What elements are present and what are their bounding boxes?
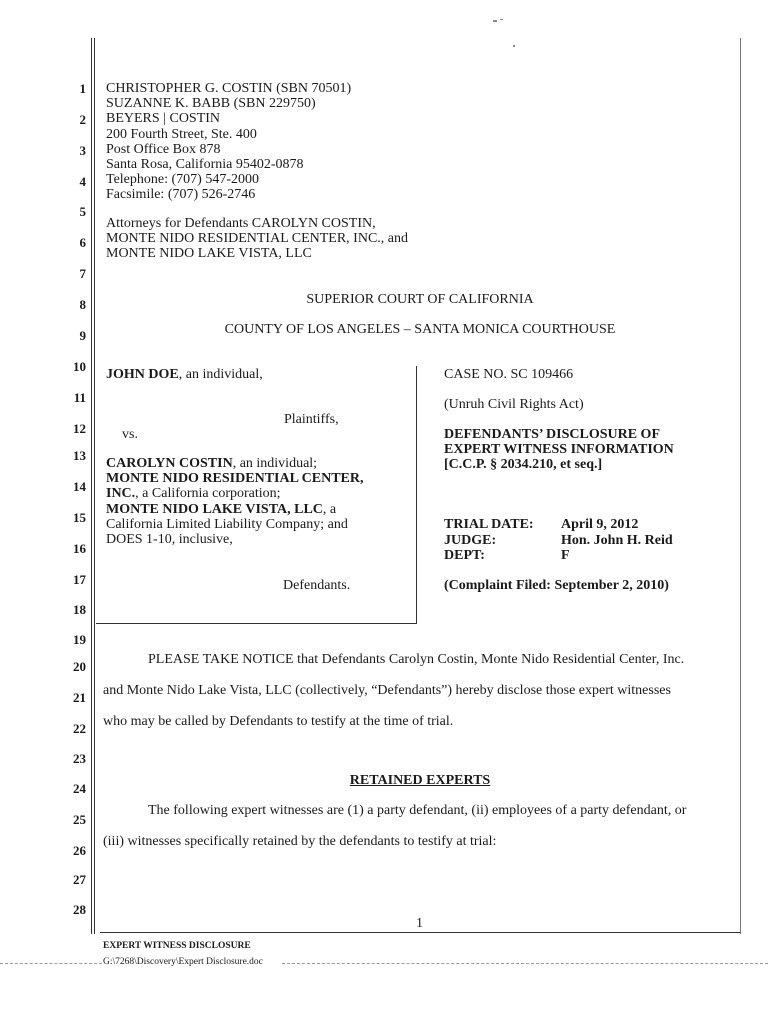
plaintiffs-label: Plaintiffs, (284, 412, 339, 427)
complaint-filed: (Complaint Filed: September 2, 2010) (444, 578, 669, 593)
line-number: 20 (73, 659, 86, 674)
court-name: SUPERIOR COURT OF CALIFORNIA (306, 292, 534, 307)
caption-bottom-rule (96, 623, 417, 624)
document-title-line: DEFENDANTS’ DISCLOSURE OF (444, 427, 660, 442)
section-heading (100, 773, 740, 789)
scan-dash-line (0, 963, 102, 964)
line-number: 7 (79, 266, 86, 281)
city-line: Santa Rosa, California 95402-0878 (106, 156, 304, 172)
street-address: 200 Fourth Street, Ste. 400 (106, 126, 257, 142)
defendants-block (106, 456, 364, 547)
defendant-desc: California Limited Liability Company; and (106, 516, 348, 532)
footer-file-path: G:\7268\Discovery\Expert Disclosure.doc (103, 957, 263, 967)
attorneys-for-line: MONTE NIDO LAKE VISTA, LLC (106, 246, 312, 262)
line-number: 26 (73, 843, 86, 858)
defendant-desc: , a California corporation; (135, 486, 281, 502)
plaintiff-name: JOHN DOE (106, 367, 179, 382)
line-number: 14 (73, 479, 86, 494)
line-number: 21 (73, 690, 86, 705)
line-number: 25 (73, 812, 86, 827)
left-margin-rule-inner (94, 38, 95, 934)
line-number: 24 (73, 781, 86, 796)
facsimile: Facsimile: (707) 526-2746 (106, 187, 256, 203)
line-number: 9 (79, 328, 86, 343)
trial-date-value: April 9, 2012 (561, 517, 639, 532)
judge-value: Hon. John H. Reid (561, 533, 673, 548)
line-number: 27 (73, 872, 86, 887)
line-number: 12 (73, 421, 86, 436)
po-box: Post Office Box 878 (106, 141, 221, 157)
notice-line: who may be called by Defendants to testify at the time of trial. (103, 714, 454, 729)
document-title-line: [C.C.P. § 2034.210, et seq.] (444, 457, 603, 473)
document-title-line: EXPERT WITNESS INFORMATION (444, 442, 674, 458)
firm-name: BEYERS | COSTIN (106, 111, 221, 127)
footer-title: EXPERT WITNESS DISCLOSURE (103, 941, 251, 951)
line-number: 17 (73, 572, 86, 587)
does-line: DOES 1-10, inclusive, (106, 531, 233, 547)
experts-intro-line: The following expert witnesses are (1) a party defendant, (ii) employees of a party defendant, or (148, 803, 687, 818)
defendant-desc: , a (322, 501, 337, 517)
dept-value: F (561, 548, 570, 563)
line-number: 16 (73, 541, 86, 556)
line-number: 4 (79, 174, 86, 189)
line-number: 18 (73, 602, 86, 617)
line-number: 10 (73, 359, 86, 374)
telephone: Telephone: (707) 547-2000 (106, 172, 259, 188)
line-number: 6 (79, 235, 86, 250)
section-heading-text: RETAINED EXPERTS (349, 773, 491, 788)
notice-line: PLEASE TAKE NOTICE that Defendants Carolyn Costin, Monte Nido Residential Center, Inc. (148, 652, 685, 667)
line-number: 15 (73, 510, 86, 525)
scan-speck (513, 45, 515, 47)
line-number: 3 (79, 143, 86, 158)
line-number: 2 (79, 112, 86, 127)
attorneys-for-line: MONTE NIDO RESIDENTIAL CENTER, INC., and (106, 231, 408, 247)
plaintiff-desc: , an individual, (178, 367, 263, 382)
line-number: 23 (73, 751, 86, 766)
experts-intro-line: (iii) witnesses specifically retained by the defendants to testify at trial: (103, 834, 497, 849)
caption-vertical-rule (416, 366, 417, 624)
court-county: COUNTY OF LOS ANGELES – SANTA MONICA COURTHOUSE (224, 322, 616, 337)
attorney-name: SUZANNE K. BABB (SBN 229750) (106, 96, 316, 112)
cause-of-action: (Unruh Civil Rights Act) (444, 397, 584, 412)
attorneys-for-block (106, 216, 408, 262)
dept-label: DEPT: (444, 548, 485, 563)
attorney-name: CHRISTOPHER G. COSTIN (SBN 70501) (106, 81, 352, 96)
notice-line: and Monte Nido Lake Vista, LLC (collectively, “Defendants”) hereby disclose those expert witnesses (103, 683, 671, 698)
footer-rule (100, 932, 740, 933)
line-number: 8 (79, 297, 86, 312)
line-number: 11 (73, 390, 86, 405)
defendant-name: INC. (106, 486, 136, 502)
plaintiff (106, 367, 263, 382)
page-number: 1 (416, 916, 423, 931)
versus: vs. (122, 427, 138, 442)
counsel-block (106, 81, 351, 203)
document-title (444, 427, 674, 473)
scan-dash-line (282, 963, 768, 964)
case-number: CASE NO. SC 109466 (444, 367, 574, 382)
line-number: 5 (79, 204, 86, 219)
line-number: 13 (73, 448, 86, 463)
right-margin-rule (740, 38, 741, 934)
defendants-label: Defendants. (283, 578, 351, 593)
line-number: 1 (79, 81, 86, 96)
line-number: 28 (73, 902, 86, 917)
judge-label: JUDGE: (444, 533, 497, 548)
scan-speck (493, 20, 497, 22)
attorneys-for-line: Attorneys for Defendants CAROLYN COSTIN, (106, 216, 376, 231)
defendant-name: CAROLYN COSTIN (106, 456, 233, 471)
defendant-name: MONTE NIDO LAKE VISTA, LLC (106, 501, 323, 517)
defendant-name: MONTE NIDO RESIDENTIAL CENTER, (106, 471, 364, 487)
line-number: 22 (73, 721, 86, 736)
scan-speck (500, 19, 503, 20)
left-margin-rule (91, 38, 92, 934)
defendant-desc: , an individual; (232, 456, 318, 471)
trial-date-label: TRIAL DATE: (444, 517, 534, 532)
line-number: 19 (73, 632, 86, 647)
